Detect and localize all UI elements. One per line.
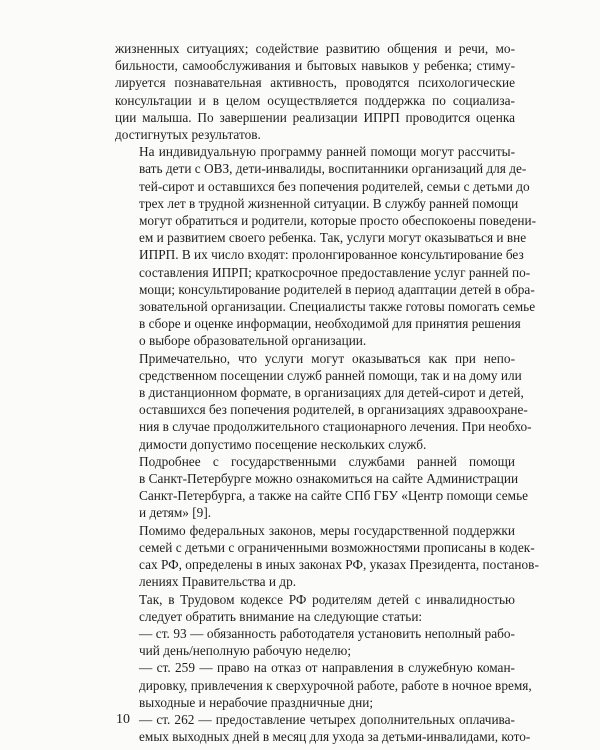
text-line: жизненных ситуациях; содействие развитию общения и речи, мо- (115, 41, 515, 56)
text-line: зовательной организации. Специалисты также готовы помогать семье (139, 299, 536, 315)
text-line: чий день/неполную рабочую неделю; (139, 643, 352, 659)
text-line: мощи; консультирование родителей в период адаптации детей в обра- (139, 281, 535, 297)
text-line: емых выходных дней в месяц для ухода за детьми-инвалидами, кото- (139, 729, 531, 745)
text-line: сах РФ, определены в иных законах РФ, указах Президента, постанов- (139, 557, 539, 573)
text-line: выходные и нерабочие праздничные дни; (139, 694, 374, 710)
page-number: 10 (116, 712, 130, 727)
text-line: — ст. 259 — право на отказ от направления в служебную коман- (139, 660, 515, 676)
text-line: в дистанционном формате, в организациях для детей-сирот и детей, (139, 385, 524, 401)
text-line: средственном посещении служб ранней помощи, так и на дому или (139, 367, 522, 383)
paragraph (115, 711, 531, 745)
body-text (115, 40, 539, 745)
text-line: достигнутых результатов. (115, 127, 261, 143)
text-line: лениях Правительства и др. (139, 574, 297, 590)
text-line: лируется познавательная активность, проводятся психологические (115, 75, 515, 91)
paragraph (115, 522, 539, 591)
text-line: составления ИПРП; краткосрочное предоставление услуг ранней по- (139, 264, 531, 280)
paragraph (115, 591, 515, 625)
text-line: в сборе и оценке информации, необходимой для принятия решения (139, 316, 521, 332)
text-line: Помимо федеральных законов, меры государственной поддержки (139, 522, 515, 538)
text-line: оставшихся без попечения родителей, в организациях здравоохране- (139, 402, 528, 418)
text-line: Санкт-Петербурга, а также на сайте СПб ГБУ «Центр помощи семье (139, 488, 529, 504)
text-line: ции малыша. По завершении реализации ИПРП проводится оценка (115, 109, 515, 125)
text-line: тей-сирот и оставшихся без попечения родителей, семьи с детьми до (139, 178, 530, 194)
paragraph (115, 659, 532, 711)
text-line: ем и развитием своего ребенка. Так, услуги могут оказываться и вне (139, 230, 527, 246)
text-line: семей с детьми с ограниченными возможностями прописаны в кодек- (139, 539, 535, 555)
text-line: дировку, привлечения к сверхурочной работе, работе в ночное время, (139, 677, 532, 693)
paragraph (115, 40, 515, 143)
text-line: ния в случае продолжительного стационарного лечения. При необхо- (139, 419, 532, 435)
text-line: димости допустимо посещение нескольких служб. (139, 436, 427, 452)
paragraph (115, 625, 515, 659)
text-line: могут обратиться и родители, которые просто обеспокоены поведени- (139, 213, 537, 229)
text-line: в Санкт-Петербурге можно ознакомиться на сайте Администрации (139, 471, 519, 487)
text-line: консультации и в целом осуществляется поддержка по социализа- (115, 92, 515, 108)
text-line: вать дети с ОВЗ, дети-инвалиды, воспитанники организаций для де- (139, 161, 527, 177)
text-line: и детям» [9]. (139, 505, 212, 521)
text-line: о выборе образовательной организации. (139, 333, 367, 349)
paragraph (115, 350, 532, 453)
paragraph (115, 143, 537, 349)
text-line: — ст. 93 — обязанность работодателя установить неполный рабо- (139, 625, 515, 641)
text-line: бильности, самообслуживания и бытовых навыков у ребенка; стиму- (115, 58, 515, 74)
text-line: трех лет в трудной жизненной ситуации. В службу ранней помощи (139, 195, 519, 211)
paragraph (115, 453, 529, 522)
text-line: — ст. 262 — предоставление четырех дополнительных оплачива- (139, 711, 515, 727)
text-line: ИПРП. В их число входят: пролонгированное консультирование без (139, 247, 524, 263)
text-line: Так, в Трудовом кодексе РФ родителям детей с инвалидностью (139, 591, 515, 607)
text-line: На индивидуальную программу ранней помощи могут рассчиты- (139, 144, 515, 160)
text-line: Подробнее с государственными службами ранней помощи (139, 453, 515, 469)
text-line: Примечательно, что услуги могут оказываться как при непо- (139, 350, 515, 366)
text-line: следует обратить внимание на следующие статьи: (139, 608, 423, 624)
